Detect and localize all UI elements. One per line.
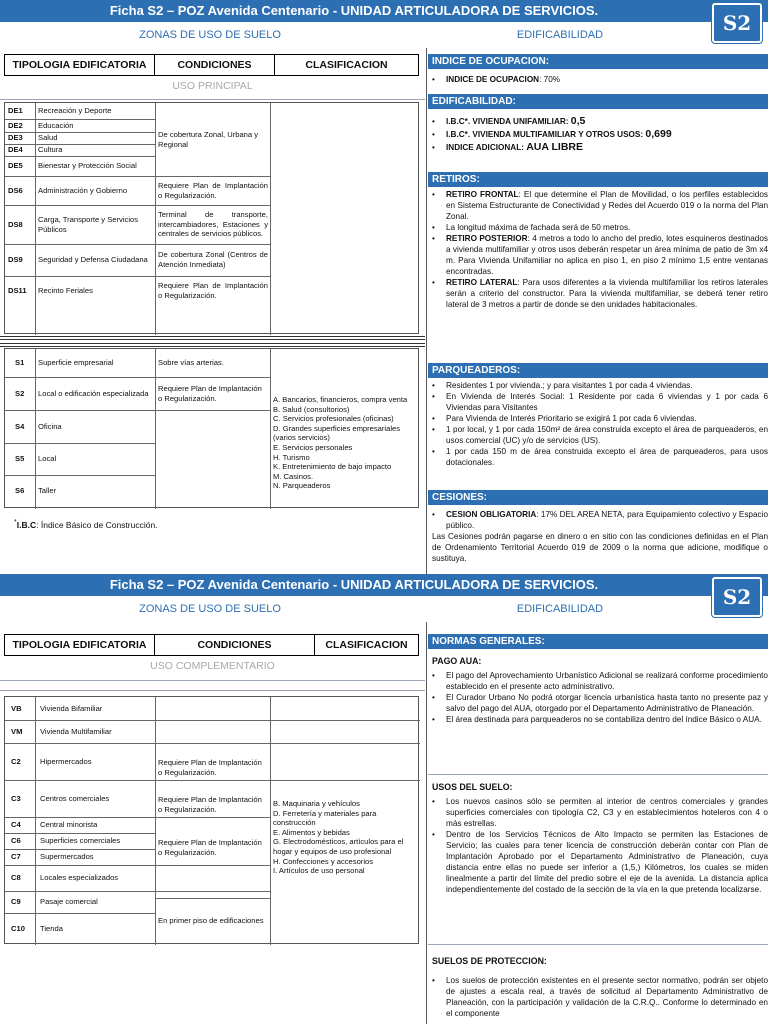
row-name: Central minorista bbox=[40, 820, 98, 830]
row-name: Salud bbox=[38, 133, 58, 143]
pago-aua-block bbox=[428, 654, 768, 725]
row-code: VB bbox=[11, 703, 22, 713]
row-name: Locales especializados bbox=[40, 873, 119, 883]
list-item: • Los nuevos casinos sólo se permiten al interior de centros comerciales y grandes superficies comerciales con tipología C2, C3 y en establecimientos hoteleros con 4 o más estrellas. bbox=[428, 796, 768, 829]
table-uso-complementario bbox=[4, 696, 419, 944]
column-divider bbox=[426, 622, 427, 1024]
sheet-uso-complementario bbox=[0, 574, 768, 1024]
row-code: C10 bbox=[11, 924, 25, 934]
classification-item: E. Alimentos y bebidas bbox=[273, 827, 350, 837]
sheet-title: Ficha S2 – POZ Avenida Centenario - UNIDAD ARTICULADORA DE SERVICIOS. bbox=[0, 574, 768, 596]
row-condition: Requiere Plan de Implantación o Regularización. bbox=[158, 383, 262, 403]
list-item: • RETIRO LATERAL: Para usos diferentes a la vivienda multifamiliar los retiros laterales serán a criterio del constructor. Para la vivienda multifamiliar, se deberá tener retiro lateral de 3 metros a partir de donde se den unidades habitacionales. bbox=[428, 277, 768, 310]
classification-item: N. Parqueaderos bbox=[273, 481, 331, 491]
list-item: • RETIRO FRONTAL: El que determine el Plan de Movilidad, o los perfiles establecidos en Sistema Estructurante de Conectividad y Redes del Acuerdo 019 o la norma del Plan Zonal. bbox=[428, 189, 768, 222]
table-uso-principal bbox=[4, 102, 419, 334]
row-name: Local bbox=[38, 454, 57, 464]
row-name: Local o edificación especializada bbox=[38, 388, 149, 398]
row-name: Recinto Feriales bbox=[38, 286, 93, 296]
list-item: • Los suelos de protección existentes en el presente sector normativo, podrán ser objeto de ajustes a escala real, a través de solicitud al Departamento Administrativo de Planeación, con la participación y validación de la C.R.Q.. Conforme lo determinado en el componente bbox=[428, 975, 768, 1019]
row-condition: En primer piso de edificaciones bbox=[158, 916, 264, 926]
header-tipologia: TIPOLOGIA EDIFICATORIA bbox=[5, 55, 155, 75]
row-name: Vivienda Bifamiliar bbox=[40, 703, 103, 713]
row-name: Centros comerciales bbox=[40, 793, 110, 803]
row-code: DS9 bbox=[8, 255, 23, 265]
row-name: Supermercados bbox=[40, 852, 94, 862]
edif-block: • I.B.C*. VIVIENDA UNIFAMILIAR: 0,5 • I.B.C*. VIVIENDA MULTIFAMILIAR Y OTROS USOS: 0,699 • INDICE ADICIONAL: AUA LIBRE bbox=[428, 116, 768, 153]
row-condition: Requiere Plan de Implantación o Regularización. bbox=[158, 281, 268, 300]
retiros-header: RETIROS: bbox=[428, 172, 768, 187]
classification-item: E. Servicios personales bbox=[273, 442, 353, 452]
suelos-block bbox=[428, 954, 768, 1019]
row-code: DE1 bbox=[8, 106, 23, 116]
row-code: DS6 bbox=[8, 185, 23, 195]
grid-line bbox=[270, 103, 271, 335]
row-code: S5 bbox=[15, 454, 25, 464]
row-condition: De cobertura Zonal (Centros de Atención Inmediata) bbox=[158, 250, 268, 269]
row-condition: Requiere Plan de Implantación o Regularización. bbox=[158, 795, 262, 814]
list-item: • El área destinada para parqueaderos no se contabiliza dentro del índice Básico o AUA. bbox=[428, 714, 768, 725]
row-code: C3 bbox=[11, 793, 21, 803]
classification-item: D. Ferretería y materiales para construcción bbox=[273, 808, 377, 828]
cesiones-header: CESIONES: bbox=[428, 490, 768, 505]
row-name: Taller bbox=[38, 486, 57, 496]
grid-line bbox=[270, 349, 271, 509]
row-name: Superficies comerciales bbox=[40, 836, 121, 846]
row-name: Cultura bbox=[38, 145, 63, 155]
retiros-block bbox=[428, 189, 768, 310]
zonas-subheader: ZONAS DE USO DE SUELO bbox=[139, 603, 281, 615]
condition-group: De cobertura Zonal, Urbana y Regional bbox=[158, 129, 259, 149]
row-code: C9 bbox=[11, 897, 21, 907]
list-item: • En Vivienda de Interés Social: 1 Residente por cada 6 viviendas y 1 por cada 6 Viviendas para Visitantes bbox=[428, 391, 768, 413]
sheet-title: Ficha S2 – POZ Avenida Centenario - UNIDAD ARTICULADORA DE SERVICIOS. bbox=[0, 0, 768, 22]
uso-title: USO COMPLEMENTARIO bbox=[150, 660, 275, 672]
table-servicios bbox=[4, 348, 419, 508]
parqueaderos-header: PARQUEADEROS: bbox=[428, 363, 768, 378]
classification-item: M. Casinos. bbox=[273, 471, 314, 481]
cesiones-paragraph: Las Cesiones podrán pagarse en dinero o en sitio con las condiciones definidas en el Plan de Ordenamiento Territorial Acuerdo 019 de 2009 o la norma que adicione, modifique o sustituya. bbox=[432, 532, 768, 563]
header-tipologia: TIPOLOGIA EDIFICATORIA bbox=[5, 635, 155, 655]
grid-line bbox=[155, 103, 156, 335]
row-condition: Requiere Plan de Implantación o Regularización. bbox=[158, 838, 262, 857]
row-code: C4 bbox=[11, 820, 21, 830]
s2-badge: S2 bbox=[712, 3, 762, 43]
row-name: Hipermercados bbox=[40, 756, 92, 766]
header-clasificacion: CLASIFICACION bbox=[305, 59, 388, 71]
footnote: *I.B.C: Índice Básico de Construcción. bbox=[14, 518, 158, 530]
row-name: Tienda bbox=[40, 924, 63, 934]
list-item: • 1 por local, y 1 por cada 150m² de área construida excepto el área de parqueaderos, en usos comercial (UC) y/o de servicios (US). bbox=[428, 424, 768, 446]
header-condiciones: CONDICIONES bbox=[155, 55, 275, 75]
list-item: • La longitud máxima de fachada será de 50 metros. bbox=[428, 222, 768, 233]
edificabilidad-subheader: EDIFICABILIDAD bbox=[516, 29, 604, 41]
separator bbox=[428, 774, 768, 775]
separator bbox=[0, 99, 425, 100]
usos-block bbox=[428, 780, 768, 895]
row-condition: Requiere Plan de Implantación o Regularización. bbox=[158, 180, 268, 200]
row-code: S6 bbox=[15, 486, 25, 496]
grid-line bbox=[35, 103, 36, 335]
edif-header: EDIFICABILIDAD: bbox=[428, 94, 768, 109]
table-header bbox=[4, 54, 419, 76]
classification-item: B. Salud (consultorios) bbox=[273, 404, 350, 414]
column-divider bbox=[426, 48, 427, 574]
row-code: C6 bbox=[11, 836, 21, 846]
zonas-column bbox=[0, 622, 425, 1024]
usos-title: USOS DEL SUELO: bbox=[432, 782, 513, 792]
row-code: S1 bbox=[15, 358, 25, 368]
suelos-title: SUELOS DE PROTECCION: bbox=[432, 956, 547, 966]
row-name: Superficie empresarial bbox=[38, 358, 114, 368]
row-code: DE4 bbox=[8, 145, 23, 155]
row-code: VM bbox=[11, 726, 23, 736]
s2-badge: S2 bbox=[712, 577, 762, 617]
double-separator bbox=[0, 336, 425, 340]
row-code: DS11 bbox=[8, 286, 27, 296]
table-header bbox=[4, 634, 419, 656]
list-item: • 1 por cada 150 m de área construida excepto el área de parqueaderos, para usos dotacionales. bbox=[428, 446, 768, 468]
classification-item: A. Bancarios, financieros, compra venta bbox=[273, 395, 408, 404]
grid-line bbox=[155, 898, 270, 899]
edificabilidad-subheader: EDIFICABILIDAD bbox=[516, 603, 604, 615]
row-condition: Sobre vías arterias. bbox=[158, 358, 224, 368]
pago-aua-title: PAGO AUA: bbox=[432, 656, 482, 666]
classification-item: C. Servicios profesionales (oficinas) bbox=[273, 414, 394, 424]
list-item: • El Curador Urbano No podrá otorgar licencia urbanística hasta tanto no presente paz y salvo del pago del AUA, otorgado por el Departamento Administrativo de Planeación. bbox=[428, 692, 768, 714]
row-code: DE3 bbox=[8, 133, 23, 143]
grid-line bbox=[155, 349, 156, 509]
row-condition: Requiere Plan de Implantación o Regularización. bbox=[158, 758, 262, 777]
row-name: Administración y Gobierno bbox=[38, 185, 128, 195]
normas-column bbox=[428, 622, 768, 1024]
edificabilidad-column bbox=[428, 48, 768, 574]
row-code: C8 bbox=[11, 873, 21, 883]
row-name: Carga, Transporte y Servicios Públicos bbox=[38, 214, 139, 234]
classification-list bbox=[273, 395, 417, 507]
grid-line bbox=[5, 176, 155, 177]
classification-item: H. Confecciones y accesorios bbox=[273, 856, 374, 866]
double-separator bbox=[0, 343, 425, 347]
row-name: Seguridad y Defensa Ciudadana bbox=[38, 255, 148, 265]
zonas-column bbox=[0, 48, 425, 574]
header-condiciones: CONDICIONES bbox=[155, 635, 315, 655]
separator bbox=[0, 690, 425, 691]
classification-item: B. Maquinaria y vehículos bbox=[273, 799, 360, 808]
row-condition: Terminal de transporte, intercambiadores, Estaciones y centrales de servicios públicos. bbox=[158, 210, 268, 239]
classification-item: K. Entretenimiento de bajo impacto bbox=[273, 462, 392, 472]
indice-block: • INDICE DE OCUPACION: 70% bbox=[428, 74, 768, 85]
grid-line bbox=[155, 176, 270, 177]
row-name: Educación bbox=[38, 120, 74, 130]
classification-list bbox=[273, 799, 417, 909]
row-name: Recreación y Deporte bbox=[38, 106, 112, 116]
row-code: S2 bbox=[15, 388, 25, 398]
list-item: • Dentro de los Servicios Técnicos de Alto Impacto se permiten las Estaciones de Servicio; las cuales para tener licencia de construcción deberán contar con Plan de Implantación Aprobado por el Departamento Administrativo de Planeación, cuya distancia entre ellas no puede ser inferior a (1,5,) Kilómetros, los cuales se miden linealmente a partir del límite del predio sobre el eje de la avenida. La distancia aplica independientemente del costado de la sección de la vía en la que pretenda localizarse. bbox=[428, 829, 768, 895]
list-item: • Para Vivienda de Interés Prioritario se exigirá 1 por cada 6 viviendas. bbox=[428, 413, 768, 424]
row-code: DE5 bbox=[8, 161, 23, 171]
header-clasificacion: CLASIFICACION bbox=[325, 639, 408, 651]
uso-title: USO PRINCIPAL bbox=[172, 80, 253, 92]
list-item: • Residentes 1 por vivienda.; y para visitantes 1 por cada 4 viviendas. bbox=[428, 380, 768, 391]
row-name: Pasaje comercial bbox=[40, 897, 98, 907]
list-item: • El pago del Aprovechamiento Urbanístico Adicional se realizará conforme procedimiento establecido en el presente acto administrativo. bbox=[428, 670, 768, 692]
classification-item: I. Artículos de uso personal bbox=[273, 866, 365, 876]
separator bbox=[428, 944, 768, 945]
zonas-subheader: ZONAS DE USO DE SUELO bbox=[139, 29, 281, 41]
row-name: Oficina bbox=[38, 421, 62, 431]
classification-item: H. Turismo bbox=[273, 452, 310, 462]
grid-line bbox=[35, 697, 36, 945]
separator bbox=[0, 680, 425, 681]
classification-item: G. Electrodomésticos, artículos para el hogar y equipos de uso profesional bbox=[273, 837, 404, 856]
row-name: Vivienda Multifamiliar bbox=[40, 726, 112, 736]
grid-line bbox=[270, 697, 271, 945]
grid-line bbox=[35, 349, 36, 509]
row-name: Bienestar y Protección Social bbox=[38, 161, 137, 171]
indice-header: INDICE DE OCUPACION: bbox=[428, 54, 768, 69]
row-code: C7 bbox=[11, 852, 21, 862]
normas-header: NORMAS GENERALES: bbox=[428, 634, 768, 649]
grid-line bbox=[155, 697, 156, 945]
list-item: • RETIRO POSTERIOR: 4 metros a todo lo ancho del predio, lotes esquineros destinados a vivienda multifamiliar y otros usos deberán respetar un área mínima de patio de 3m x4 m. Para Vivienda Unifamiliar no aplica en piso 1, en piso 2 mínimo 1,5 entre ventanas encontradas. bbox=[428, 233, 768, 277]
classification-item: D. Grandes superficies empresariales (varios servicios) bbox=[273, 423, 401, 443]
row-code: DE2 bbox=[8, 120, 23, 130]
parqueaderos-block bbox=[428, 380, 768, 468]
row-code: S4 bbox=[15, 421, 25, 431]
row-code: DS8 bbox=[8, 219, 23, 229]
row-code: C2 bbox=[11, 756, 21, 766]
cesiones-block: • CESION OBLIGATORIA: 17% DEL AREA NETA, para Equipamiento colectivo y Espacio público. Las Cesiones podrán pagarse en dinero o en sitio con las condiciones definidas en el Plan de Ordenamiento Territorial Acuerdo 019 de 2009 o la norma que adicione, modifique o sustituya. bbox=[428, 509, 768, 564]
